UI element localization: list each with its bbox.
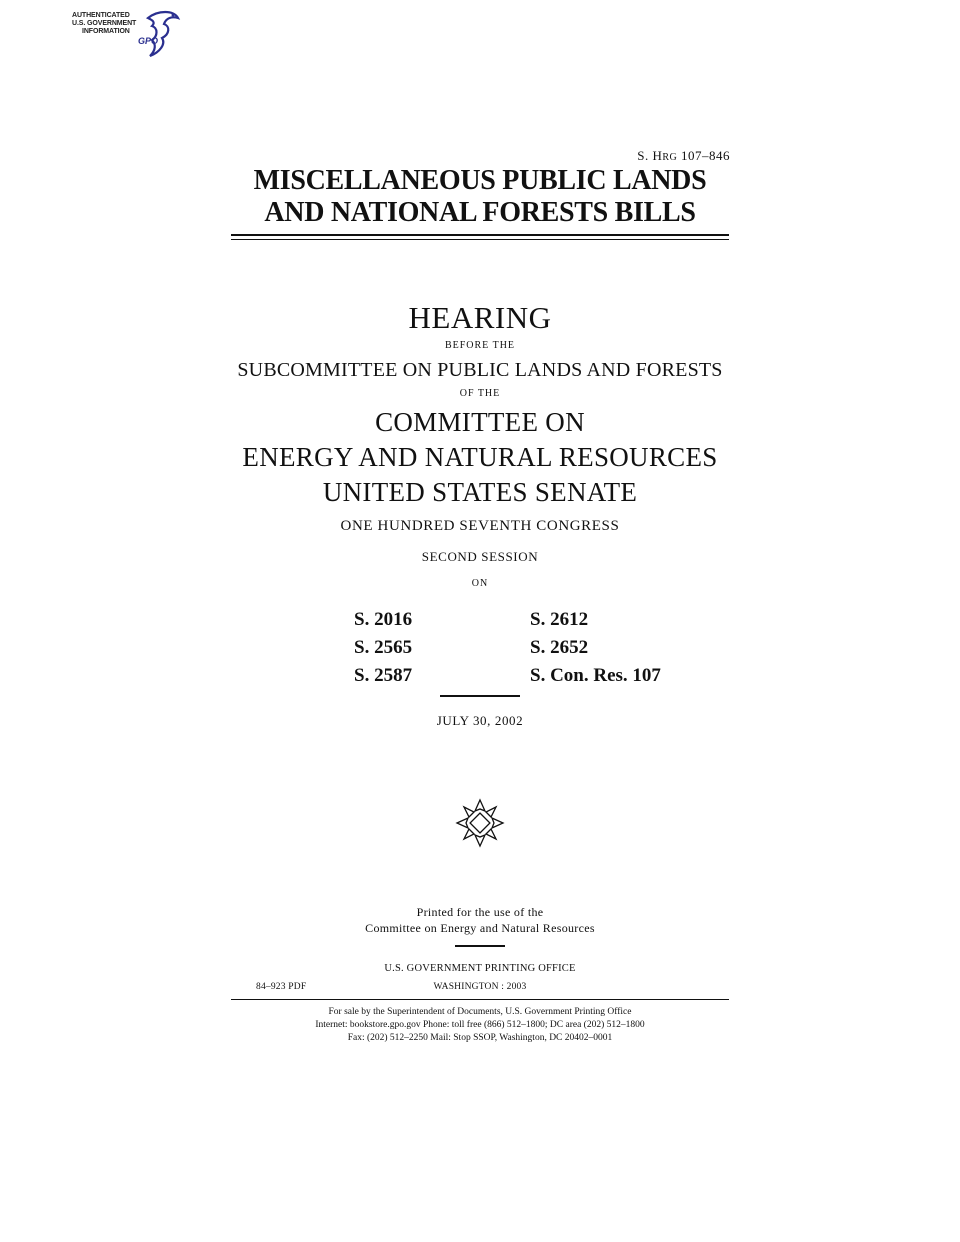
hearing-heading: HEARING — [408, 300, 552, 335]
printer-location: WASHINGTON : 2003 — [433, 982, 527, 992]
sale-notice-line-2: Internet: bookstore.gpo.gov Phone: toll free (866) 512–1800; DC area (202) 512–1800 — [315, 1020, 645, 1030]
logo-line-2: U.S. GOVERNMENT — [72, 20, 137, 27]
bills-right-column — [530, 606, 661, 690]
bills-left-column — [354, 606, 412, 690]
senate-name: UNITED STATES SENATE — [322, 477, 638, 507]
on-label: ON — [471, 578, 489, 589]
document-title — [0, 165, 960, 229]
printed-for-divider — [455, 945, 505, 947]
committee-line-2: ENERGY AND NATURAL RESOURCES — [242, 442, 718, 472]
congress-name: ONE HUNDRED SEVENTH CONGRESS — [340, 518, 620, 534]
of-the: OF THE — [459, 388, 501, 399]
eagle-icon — [140, 8, 184, 60]
hearing-date: JULY 30, 2002 — [436, 713, 524, 728]
printed-for-line-2: Committee on Energy and Natural Resources — [365, 921, 595, 935]
bill-item: S. 2565 — [354, 637, 413, 658]
title-rule-bottom — [231, 239, 729, 240]
report-number — [480, 148, 730, 164]
report-number-prefix: S. H — [637, 148, 663, 163]
logo-line-1: AUTHENTICATED — [72, 12, 130, 19]
bill-item: S. 2016 — [354, 609, 413, 630]
subcommittee-name: SUBCOMMITTEE ON PUBLIC LANDS AND FORESTS — [237, 359, 723, 381]
before-the: BEFORE THE — [444, 340, 516, 351]
sale-notice-line-3: Fax: (202) 512–2250 Mail: Stop SSOP, Washington, DC 20402–0001 — [347, 1033, 613, 1043]
bills-divider — [440, 695, 520, 697]
report-number-smallcaps: RG — [662, 152, 678, 163]
bill-item: S. 2612 — [530, 609, 589, 630]
report-number-value: 107–846 — [681, 148, 730, 163]
printed-for-line-1: Printed for the use of the — [416, 905, 544, 919]
session-name: SECOND SESSION — [421, 549, 539, 564]
gpo-ornament-icon — [454, 797, 506, 849]
bill-item: S. Con. Res. 107 — [530, 665, 661, 686]
pdf-number: 84–923 PDF — [256, 982, 307, 992]
bill-item: S. 2587 — [354, 665, 413, 686]
logo-line-3: INFORMATION — [82, 28, 130, 35]
committee-line-1: COMMITTEE ON — [375, 407, 585, 437]
bill-item: S. 2652 — [530, 637, 589, 658]
logo-gpo-mark: GPO — [138, 36, 159, 46]
title-line-2: AND NATIONAL FORESTS BILLS — [264, 197, 696, 228]
footer-rule — [231, 999, 729, 1000]
title-line-1: MISCELLANEOUS PUBLIC LANDS — [253, 165, 707, 196]
printing-office: U.S. GOVERNMENT PRINTING OFFICE — [384, 963, 576, 974]
title-rule-top — [231, 234, 729, 236]
sale-notice-line-1: For sale by the Superintendent of Documents, U.S. Government Printing Office — [328, 1007, 632, 1017]
gpo-authentication-logo — [68, 6, 188, 60]
